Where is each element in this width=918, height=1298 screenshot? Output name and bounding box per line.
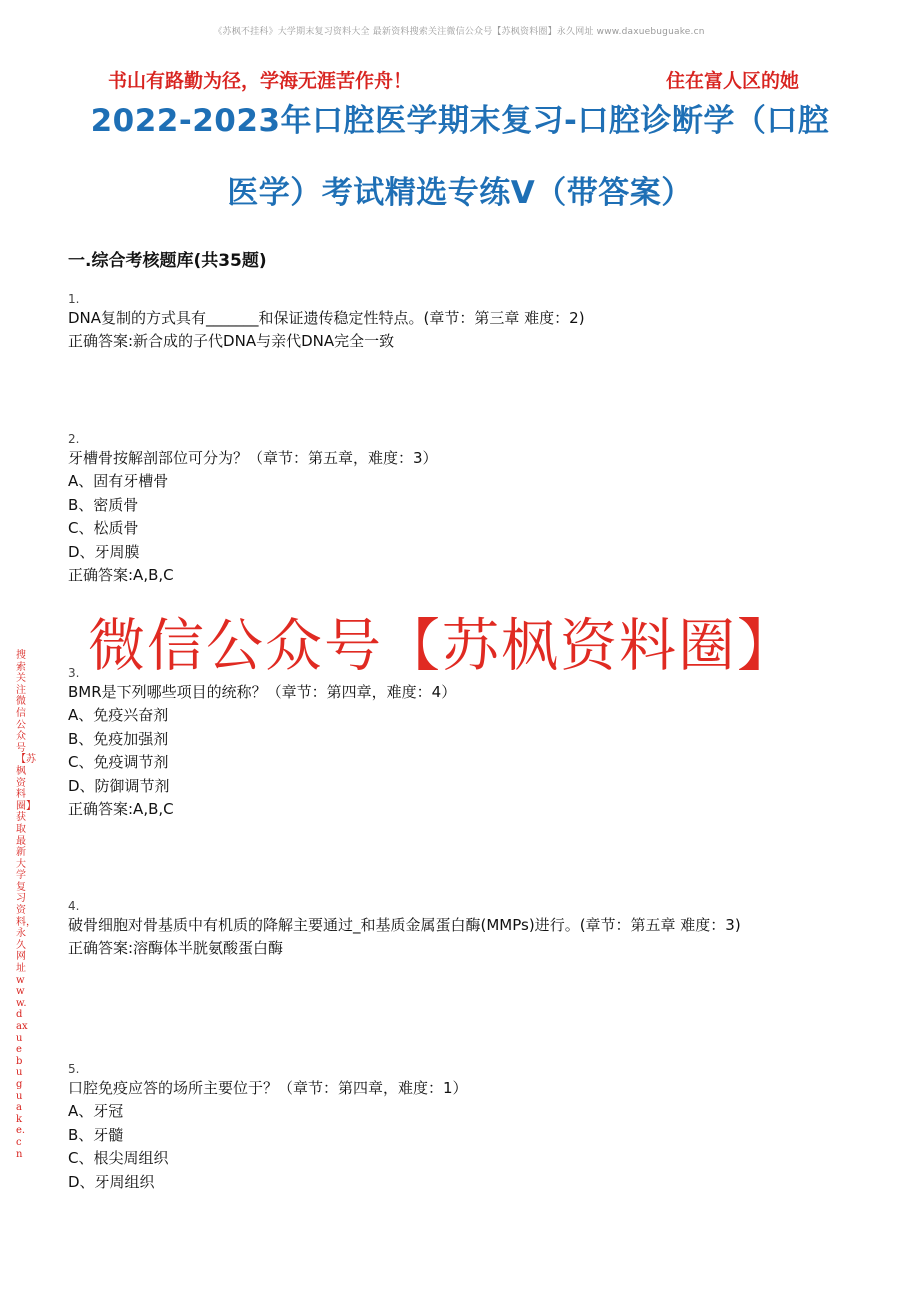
question-number: 2. [68,432,80,446]
document-title-line-2: 医学）考试精选专练V（带答案） [227,175,693,211]
option-a: A、免疫兴奋剂 [68,706,169,725]
section-title: 一.综合考核题库(共35题) [68,251,267,271]
top-note: 《苏枫不挂科》大学期末复习资料大全 最新资料搜索关注微信公众号【苏枫资料圈】永久网址 www.daxuebuguake.cn [213,27,705,37]
option-d: D、防御调节剂 [68,776,170,795]
option-c: C、根尖周组织 [68,1149,169,1168]
option-b: B、牙髓 [68,1125,124,1144]
answer-text: 正确答案:新合成的子代DNA与亲代DNA完全一致 [68,332,395,351]
answer-text: 正确答案:A,B,C [68,566,174,585]
question-number: 1. [68,292,80,306]
watermark-text: 微信公众号【苏枫资料圈】 [88,613,796,679]
option-c: C、松质骨 [68,519,139,538]
option-a: A、牙冠 [68,1102,124,1121]
question-3 [68,665,858,821]
option-d: D、牙周膜 [68,542,140,561]
answer-text: 正确答案:A,B,C [68,800,174,819]
question-4 [68,898,858,961]
option-c: C、免疫调节剂 [68,753,169,772]
option-b: B、免疫加强剂 [68,729,169,748]
motto-left: 书山有路勤为径，学海无涯苦作舟！ [108,70,413,92]
question-5 [68,1061,858,1194]
option-d: D、牙周组织 [68,1172,155,1191]
document-title-line-1: 2022-2023年口腔医学期末复习-口腔诊断学（口腔 [90,103,830,139]
question-number: 4. [68,899,80,913]
option-b: B、密质骨 [68,495,139,514]
question-text: DNA复制的方式具有_______和保证遗传稳定性特点。(章节：第三章 难度：2) [68,309,585,327]
question-number: 3. [68,666,80,680]
side-watermark-text: 搜索关注微信公众号【苏枫资料圈】获取最新大学复习资料，永久网址www.daxuebuguake.cn [16,650,36,1160]
question-number: 5. [68,1062,80,1076]
question-text: 牙槽骨按解剖部位可分为？（章节：第五章，难度：3） [68,449,438,467]
motto-right: 住在富人区的她 [666,70,800,92]
question-1 [68,291,858,354]
question-text: 破骨细胞对骨基质中有机质的降解主要通过_和基质金属蛋白酶(MMPs)进行。(章节：第五章 难度：3) [68,916,741,934]
question-2 [68,431,858,587]
question-text: 口腔免疫应答的场所主要位于？（章节：第四章，难度：1） [68,1079,468,1097]
answer-text: 正确答案:溶酶体半胱氨酸蛋白酶 [68,939,284,958]
question-text: BMR是下列哪些项目的统称？（章节：第四章，难度：4） [68,683,457,701]
option-a: A、固有牙槽骨 [68,472,169,491]
